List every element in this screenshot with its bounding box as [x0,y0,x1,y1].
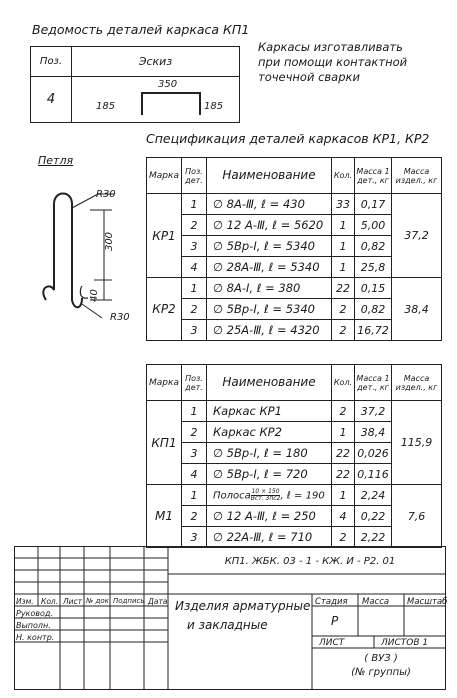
table1-header-4: Масса 1 дет., кг [355,158,392,194]
table1-header-5: Масса издел., кг [392,158,442,194]
note-line-2: при помощи контактной [258,55,408,69]
cell-name: ∅ 5Вр-Ⅰ, ℓ = 5340 [207,299,332,320]
doc-code: КП1. ЖБК. 03 - 1 - КЖ. И - Р2. 01 [224,556,396,567]
role-nkontr: Н. контр. [16,633,55,642]
table2-total: 115,9 [392,401,442,485]
table1-total: 38,4 [392,278,442,341]
cell-qty: 1 [332,215,355,236]
cell-qty: 33 [332,194,355,215]
table-row [147,194,442,215]
stage-value: Р [331,614,339,628]
cell-poz: 2 [182,422,207,443]
cell-qty: 1 [332,257,355,278]
table-row [147,401,442,422]
cell-mass: 16,72 [355,320,392,341]
cell-poz: 3 [182,236,207,257]
note-line-1: Каркасы изготавливать [258,40,403,54]
table1-total: 37,2 [392,194,442,278]
cell-mass: 0,026 [355,443,392,464]
cell-qty: 22 [332,278,355,299]
cell-mass: 0,82 [355,299,392,320]
cell-name: ∅ 5Вр-Ⅰ, ℓ = 5340 [207,236,332,257]
cell-qty: 2 [332,401,355,422]
cell-name: Каркас КР1 [207,401,332,422]
cell-name: ∅ 5Вр-Ⅰ, ℓ = 720 [207,464,332,485]
table1-header-0: Марка [147,158,182,194]
cell-qty: 1 [332,236,355,257]
table2-header-0: Марка [147,365,182,401]
table1-header-3: Кол. [332,158,355,194]
stamp-title-2: и закладные [187,618,268,632]
petlya-dim-r30-bottom: R30 [110,312,130,323]
table2-marka: КП1 [147,401,182,485]
cell-qty: 2 [332,299,355,320]
cell-qty: 22 [332,464,355,485]
table1-header-2: Наименование [207,158,332,194]
col-kol: Кол. [41,597,59,606]
dim-left: 185 [96,101,116,112]
table2-marka: М1 [147,485,182,548]
petlya-dim-300: 300 [104,231,116,252]
table2-header-3: Кол. [332,365,355,401]
table2-header-2: Наименование [207,365,332,401]
spec-table-kr [146,157,442,341]
cell-poz: 1 [182,485,207,506]
cell-name: ∅ 5Вр-Ⅰ, ℓ = 180 [207,443,332,464]
table1-header-1: Поз. дет. [182,158,207,194]
vedomost-header-eskiz: Эскиз [72,47,240,77]
col-podpis: Подпись [113,597,145,605]
cell-poz: 2 [182,215,207,236]
cell-poz: 4 [182,257,207,278]
cell-qty: 4 [332,506,355,527]
dim-top: 350 [158,79,178,90]
cell-mass: 38,4 [355,422,392,443]
col-ndok: № док. [86,597,112,605]
note-line-3: точечной сварки [258,70,360,84]
table-row [147,485,442,506]
spec-table-kp [146,364,442,548]
cell-name: Каркас КР2 [207,422,332,443]
table2-total: 7,6 [392,485,442,548]
cell-poz: 1 [182,401,207,422]
table1-marka: КР1 [147,194,182,278]
cell-poz: 3 [182,443,207,464]
cell-poz: 2 [182,506,207,527]
table2-header-5: Масса издел., кг [392,365,442,401]
stage-header: Стадия [315,597,348,607]
cell-poz: 1 [182,194,207,215]
petlya-dim-40: 40 [88,289,100,302]
mass-header: Масса [362,597,390,607]
vedomost-header-poz: Поз. [31,47,72,77]
table2-header-1: Поз. дет. [182,365,207,401]
cell-poz: 1 [182,278,207,299]
sketch-drawing [72,77,240,121]
table1-marka: КР2 [147,278,182,341]
cell-name: ∅ 8А-Ⅲ, ℓ = 430 [207,194,332,215]
cell-qty: 22 [332,443,355,464]
cell-mass: 0,15 [355,278,392,299]
cell-mass: 0,82 [355,236,392,257]
petlya-drawing [28,180,128,330]
petlya-dim-r30-top: R30 [96,189,116,200]
cell-qty: 1 [332,485,355,506]
title-block [14,546,446,690]
col-data: Дата [148,597,168,606]
cell-name: ∅ 25А-Ⅲ, ℓ = 4320 [207,320,332,341]
org-group: (№ группы) [351,667,411,678]
list-label: ЛИСТ [319,638,345,648]
dim-right: 185 [204,101,224,112]
cell-name: ∅ 28А-Ⅲ, ℓ = 5340 [207,257,332,278]
col-izm: Изм. [16,597,34,606]
cell-qty: 2 [332,320,355,341]
role-rukovod: Руковод. [16,609,53,618]
cell-name: Полоса $\frac{10 \times 150}{\text{Вст. 3пс2}}$ , ℓ = 190 [207,485,332,506]
listov-label: ЛИСТОВ 1 [381,638,429,648]
cell-poz: 4 [182,464,207,485]
cell-poz: 2 [182,299,207,320]
cell-mass: 0,22 [355,506,392,527]
welding-note [258,40,407,85]
org-vuz: ( ВУЗ ) [364,653,398,664]
cell-poz: 3 [182,527,207,548]
cell-qty: 2 [332,527,355,548]
stamp-title-1: Изделия арматурные [175,599,311,613]
cell-mass: 5,00 [355,215,392,236]
vedomost-sketch [72,77,240,123]
cell-poz: 3 [182,320,207,341]
col-list: Лист [63,597,83,606]
fraction: $\frac{10 \times 150}{\text{Вст. 3пс2}}$ [250,487,281,502]
cell-name: ∅ 8А-Ⅰ, ℓ = 380 [207,278,332,299]
cell-mass: 37,2 [355,401,392,422]
scale-header: Масштаб [407,597,448,607]
cell-name: ∅ 22А-Ⅲ, ℓ = 710 [207,527,332,548]
vedomost-table [30,46,240,123]
vedomost-title: Ведомость деталей каркаса КП1 [32,22,250,37]
vedomost-poz: 4 [31,77,72,123]
table-row [147,278,442,299]
cell-mass: 25,8 [355,257,392,278]
role-vypoln: Выполн. [16,621,51,630]
cell-name: ∅ 12 А-Ⅲ, ℓ = 250 [207,506,332,527]
spec-title: Спецификация деталей каркасов КР1, КР2 [146,131,430,146]
cell-mass: 0,17 [355,194,392,215]
cell-qty: 1 [332,422,355,443]
cell-name: ∅ 12 А-Ⅲ, ℓ = 5620 [207,215,332,236]
cell-mass: 2,24 [355,485,392,506]
table2-header-4: Масса 1 дет., кг [355,365,392,401]
cell-mass: 2,22 [355,527,392,548]
petlya-label: Петля [38,154,74,167]
cell-mass: 0,116 [355,464,392,485]
